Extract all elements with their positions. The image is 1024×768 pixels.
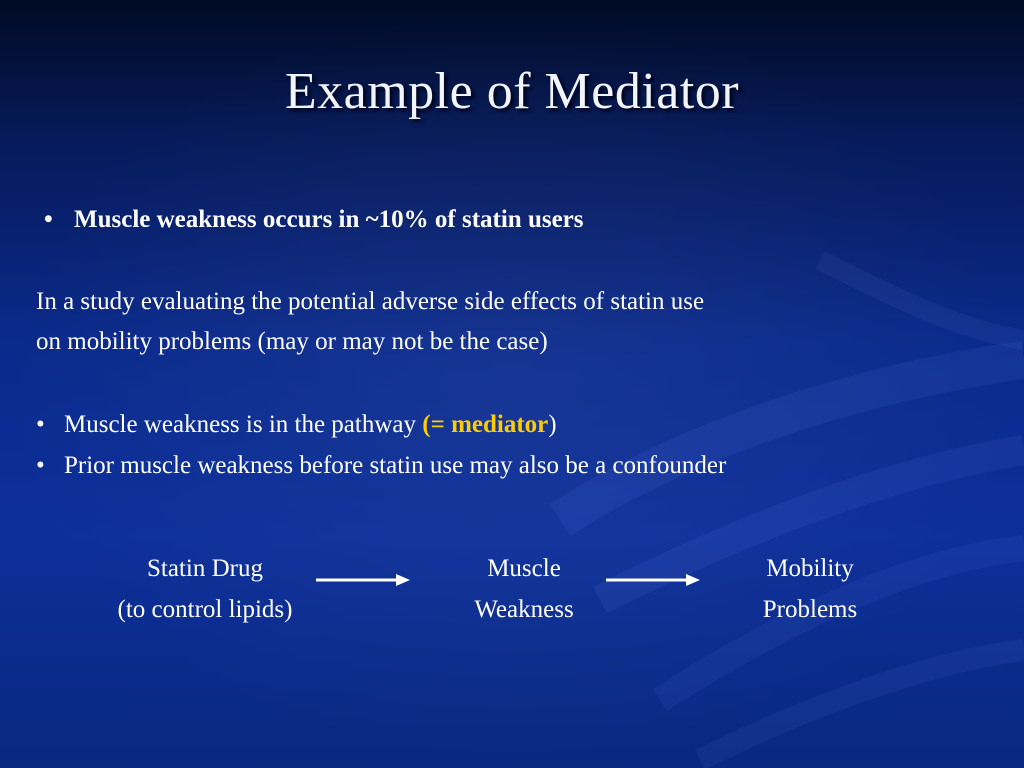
node-statin-line-2: (to control lipids) <box>117 596 293 623</box>
bullet-dot: • <box>36 411 45 438</box>
bullet-1-prefix: Muscle weakness is in the pathway <box>64 411 423 438</box>
bullet-2-text: Prior muscle weakness before statin use may also be a confounder <box>64 452 727 479</box>
node-mobility-problems <box>710 548 910 630</box>
bullet-dot: • <box>44 206 53 233</box>
paragraph-line-1: In a study evaluating the potential adverse side effects of statin use <box>36 288 705 315</box>
node-muscle-line-2: Weakness <box>474 596 574 623</box>
node-mobility-line-2: Problems <box>762 596 858 623</box>
bullet-list <box>36 404 726 486</box>
node-muscle-weakness <box>424 548 624 630</box>
slide-title: Example of Mediator <box>284 63 740 120</box>
top-bullet <box>44 206 584 234</box>
arrow-right-icon <box>604 570 704 590</box>
node-mobility-line-1: Mobility <box>766 555 854 582</box>
bullet-dot: • <box>36 452 45 479</box>
arrow-right-icon <box>314 570 414 590</box>
paragraph-line-2: on mobility problems (may or may not be the case) <box>36 328 548 355</box>
study-paragraph <box>36 282 976 362</box>
node-statin-line-1: Statin Drug <box>147 555 263 582</box>
list-item <box>36 404 726 445</box>
node-muscle-line-1: Muscle <box>487 555 561 582</box>
bullet-1-suffix: ) <box>548 411 557 438</box>
list-item <box>36 445 726 486</box>
node-statin-drug <box>60 548 350 630</box>
mediator-highlight: (= mediator <box>422 411 549 438</box>
top-bullet-text: Muscle weakness occurs in ~10% of statin users <box>74 206 584 233</box>
